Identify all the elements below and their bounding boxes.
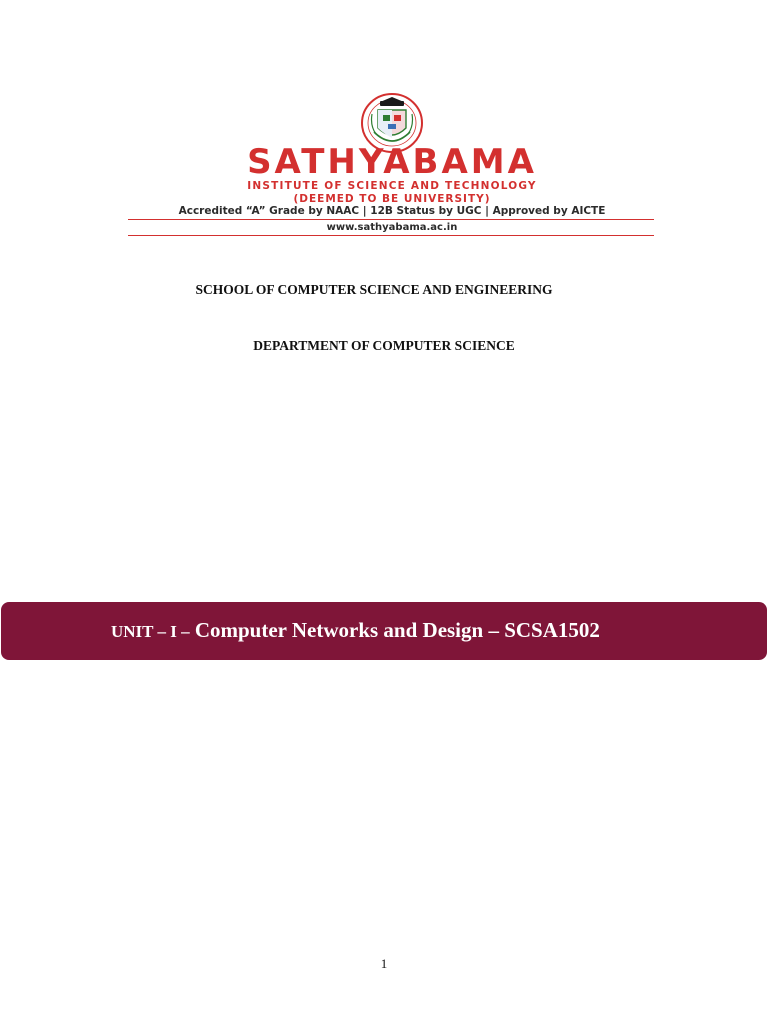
- header-divider-top: [128, 219, 654, 220]
- unit-heading: [111, 617, 600, 645]
- unit-title: Computer Networks and Design – SCSA1502: [194, 618, 600, 642]
- brand-url: www.sathyabama.ac.in: [326, 222, 458, 233]
- header-divider-bottom: [128, 235, 654, 236]
- brand-name: SATHYABAMA: [247, 142, 537, 182]
- school-name: SCHOOL OF COMPUTER SCIENCE AND ENGINEERING: [195, 282, 553, 297]
- page-number: 1: [380, 956, 388, 971]
- brand-subtitle: INSTITUTE OF SCIENCE AND TECHNOLOGY: [247, 180, 537, 192]
- brand-accreditation: Accredited “A” Grade by NAAC | 12B Status by UGC | Approved by AICTE: [178, 205, 606, 217]
- department-name: DEPARTMENT OF COMPUTER SCIENCE: [253, 338, 515, 353]
- brand-status: (DEEMED TO BE UNIVERSITY): [293, 193, 491, 205]
- unit-banner: [1, 602, 767, 660]
- unit-prefix: UNIT – I –: [111, 622, 190, 641]
